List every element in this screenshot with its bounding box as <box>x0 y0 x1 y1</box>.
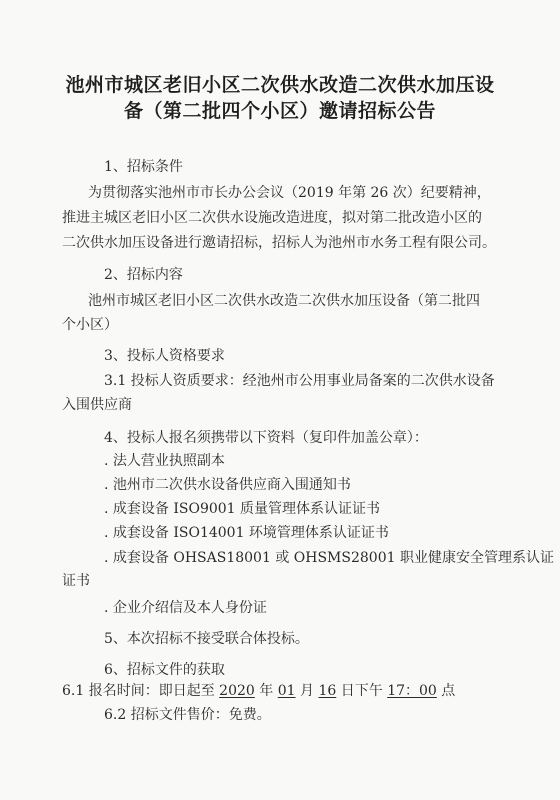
section-2-para-line-1: 池州市城区老旧小区二次供水改造二次供水加压设备（第二批四 <box>88 293 480 309</box>
document-title-line-2: 备（第二批四个小区）邀请招标公告 <box>123 100 436 122</box>
section-1-para-line-3: 二次供水加压设备进行邀请招标，招标人为池州市水务工程有限公司。 <box>62 235 496 251</box>
section-3-heading: 3、投标人资格要求 <box>104 348 225 364</box>
registration-day: 16 <box>318 683 337 699</box>
registration-clock: 17：00 <box>387 683 437 699</box>
section-3-para-line-2: 入围供应商 <box>62 397 132 413</box>
registration-clock-unit: 点 <box>441 683 456 699</box>
section-2-heading: 2、招标内容 <box>104 267 183 283</box>
section-4-item: . 池州市二次供水设备供应商入围通知书 <box>104 477 351 493</box>
section-2-para-line-2: 个小区） <box>62 317 118 333</box>
registration-year-unit: 年 <box>259 683 274 699</box>
section-6-heading: 6、招标文件的获取 <box>104 662 225 678</box>
registration-month-unit: 月 <box>300 683 314 699</box>
section-1-heading: 1、招标条件 <box>104 159 183 175</box>
section-6-registration-time <box>62 680 455 700</box>
registration-time-prefix: 6.1 报名时间：即日起至 <box>62 683 215 699</box>
document-title-line-1: 池州市城区老旧小区二次供水改造二次供水加压设 <box>65 74 495 96</box>
section-4-item: . 成套设备 ISO9001 质量管理体系认证证书 <box>104 501 381 517</box>
section-5-heading: 5、本次招标不接受联合体投标。 <box>104 631 309 647</box>
section-4-item: . 成套设备 ISO14001 环境管理体系认证证书 <box>104 525 389 541</box>
section-4-heading: 4、投标人报名须携带以下资料（复印件加盖公章）： <box>104 430 428 446</box>
section-6-document-price: 6.2 招标文件售价：免费。 <box>104 707 271 723</box>
section-4-item-continuation: 证书 <box>62 573 90 589</box>
registration-year: 2020 <box>219 683 255 699</box>
registration-month: 01 <box>277 683 296 699</box>
section-4-item: . 企业介绍信及本人身份证 <box>104 600 267 616</box>
registration-day-unit: 日下午 <box>340 683 383 699</box>
section-4-item: . 法人营业执照副本 <box>104 453 225 469</box>
section-3-para-line-1: 3.1 投标人资质要求：经池州市公用事业局备案的二次供水设备 <box>104 373 495 389</box>
section-1-para-line-1: 为贯彻落实池州市市长办公会议（2019 年第 26 次）纪要精神， <box>88 185 491 201</box>
section-1-para-line-2: 推进主城区老旧小区二次供水设施改造进度，拟对第二批改造小区的 <box>62 210 482 226</box>
section-4-item: . 成套设备 OHSAS18001 或 OHSMS28001 职业健康安全管理系认证 <box>104 550 554 566</box>
